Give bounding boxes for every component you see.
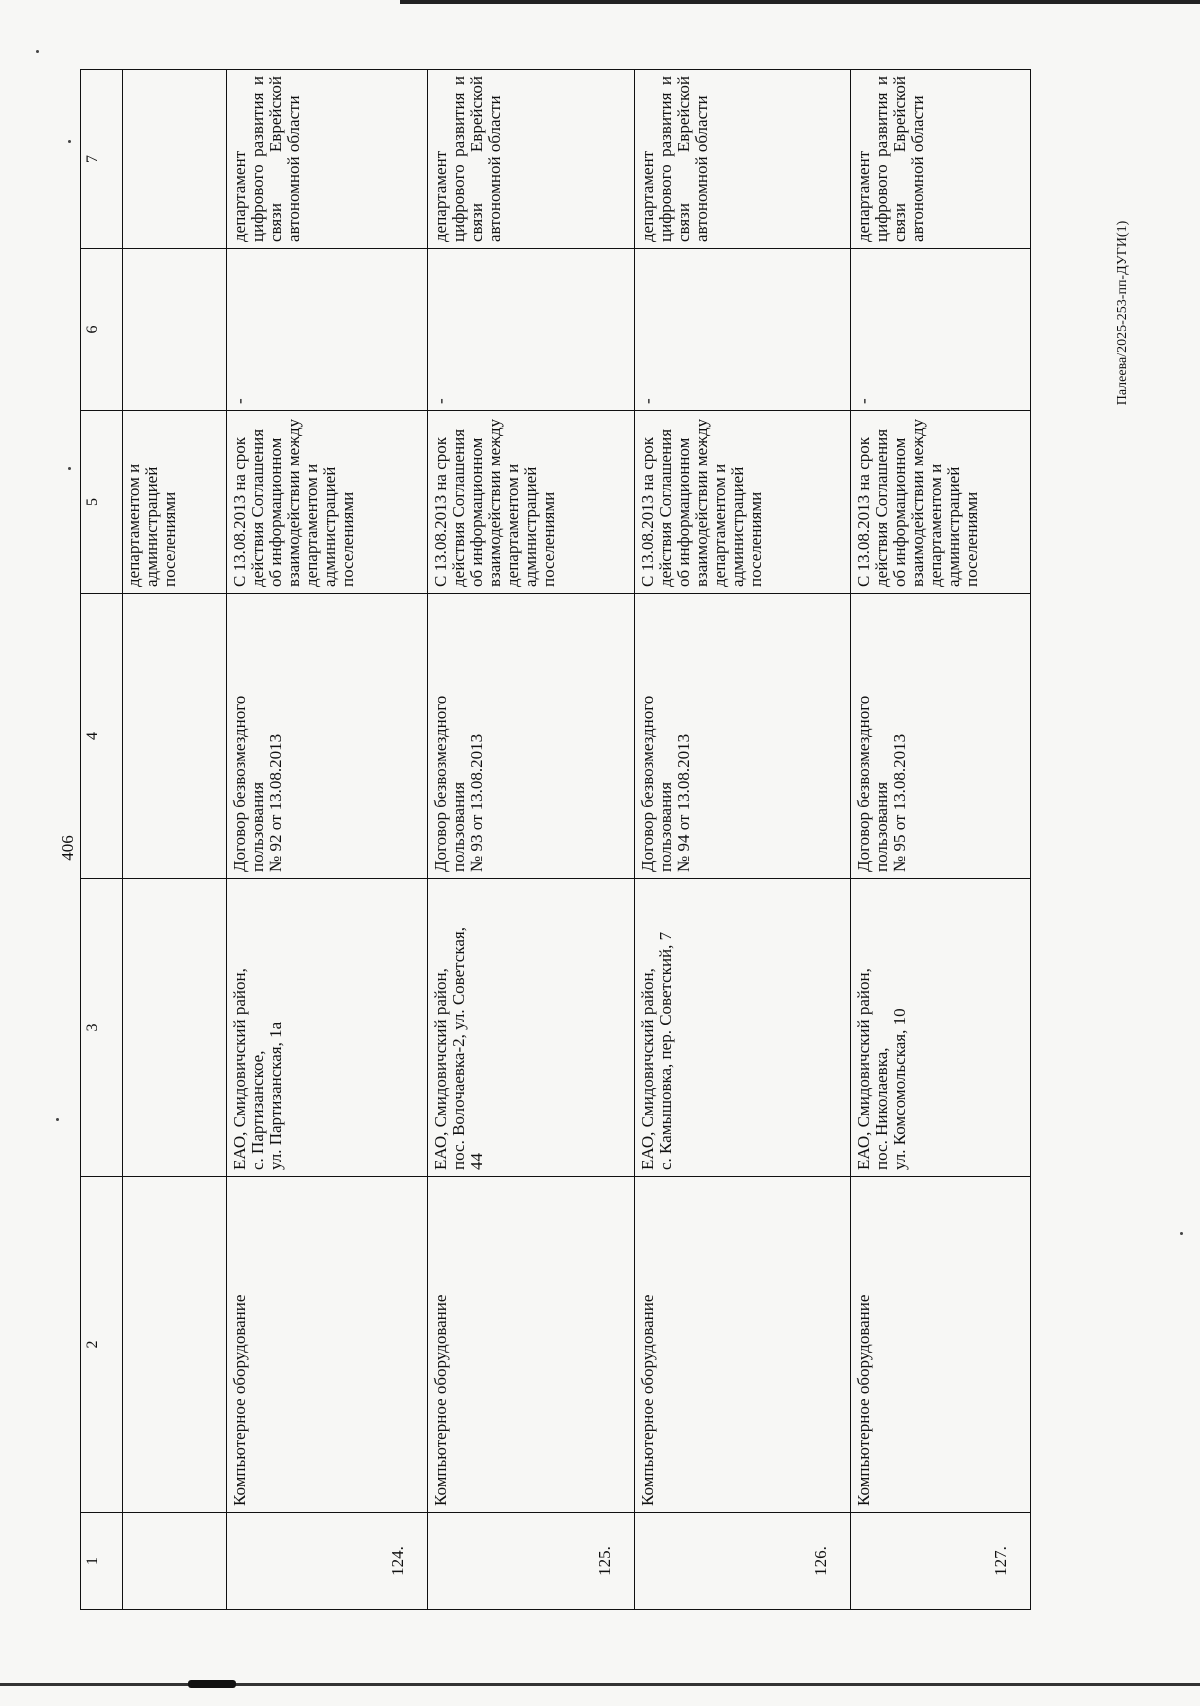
cell-item-name (635, 1177, 851, 1513)
department-text: департамент цифрового развития и связи Еврейской автономной области (854, 76, 927, 242)
address-line: пос. Николаевка, (872, 1047, 891, 1170)
cell-department (851, 70, 1031, 249)
department-text: департамент цифрового развития и связи Еврейской автономной области (230, 76, 303, 242)
department-text: департамент цифрового развития и связи Еврейской автономной области (638, 76, 711, 242)
scan-speck (1180, 1232, 1183, 1235)
cell-contract (635, 594, 851, 879)
column-number-row (81, 70, 123, 1610)
address-line: с. Партизанское, (248, 1050, 267, 1170)
cell-term-continuation: департаментом и администрацией поселениями (123, 411, 227, 594)
cell-row-number (635, 1513, 851, 1610)
cell-dash (227, 249, 428, 411)
address-line: 44 (467, 1153, 486, 1170)
cell-contract (428, 594, 635, 879)
address-line: с. Камышовка, пер. Советский, 7 (656, 931, 675, 1170)
cell-address (227, 879, 428, 1177)
department-text: департамент цифрового развития и связи Еврейской автономной области (431, 76, 504, 242)
cell-department (227, 70, 428, 249)
cell-address (428, 879, 635, 1177)
cell-empty (123, 879, 227, 1177)
contract-first-line (855, 600, 873, 872)
bottom-edge-rule (0, 1683, 1200, 1686)
table-row (851, 70, 1031, 1610)
cell-contract (851, 594, 1031, 879)
contract-first-line (639, 600, 657, 872)
registry-table-rotated (80, 70, 1031, 1610)
table-row (635, 70, 851, 1610)
document-code: Палеева/2025-253-пп-ДУГИ(1) (1115, 220, 1130, 406)
cell-term (227, 411, 428, 594)
cell-address (635, 879, 851, 1177)
table-row (428, 70, 635, 1610)
dash: - (854, 398, 873, 404)
scan-speck (68, 467, 71, 470)
cell-term (428, 411, 635, 594)
cell-empty (123, 594, 227, 879)
cell-department (428, 70, 635, 249)
dash: - (638, 398, 657, 404)
scan-speck (68, 140, 71, 143)
table-row (227, 70, 428, 1610)
item-name: Компьютерное оборудование (854, 1294, 873, 1506)
cell-term (851, 411, 1031, 594)
term-text: С 13.08.2013 на срок действия Соглашения об информационном взаимодействии между департаментом и администрацией поселениями (431, 418, 558, 587)
contract-line: № 92 от 13.08.2013 (266, 733, 285, 872)
top-edge-rule (400, 0, 1200, 4)
contract-first-line (432, 600, 450, 872)
address-line: ул. Партизанская, 1а (266, 1021, 285, 1170)
address-line: ЕАО, Смидовичский район, (230, 968, 249, 1170)
item-name: Компьютерное оборудование (431, 1294, 450, 1506)
contract-line: Договор безвозмездного (230, 695, 249, 872)
item-name: Компьютерное оборудование (638, 1294, 657, 1506)
cell-term (635, 411, 851, 594)
column-heading: 2 (81, 1177, 123, 1513)
cell-contract (227, 594, 428, 879)
address-line: ул. Комсомольская, 10 (890, 1008, 909, 1170)
cell-dash (851, 249, 1031, 411)
column-heading: 6 (81, 249, 123, 411)
scan-speck (56, 1118, 59, 1121)
contract-line: № 95 от 13.08.2013 (890, 733, 909, 872)
cell-item-name (428, 1177, 635, 1513)
contract-line: № 93 от 13.08.2013 (467, 733, 486, 872)
cell-address (851, 879, 1031, 1177)
cell-row-number (851, 1513, 1031, 1610)
address-line: ЕАО, Смидовичский район, (854, 968, 873, 1170)
cell-empty (123, 70, 227, 249)
cell-department (635, 70, 851, 249)
row-number: 126. (811, 1546, 830, 1576)
contract-line: Договор безвозмездного (638, 695, 657, 872)
term-text: С 13.08.2013 на срок действия Соглашения об информационном взаимодействии между департаментом и администрацией поселениями (638, 418, 765, 587)
cell-empty (123, 1513, 227, 1610)
cell-dash (428, 249, 635, 411)
row-number: 125. (595, 1546, 614, 1576)
registry-table (80, 69, 1031, 1610)
contract-line: Договор безвозмездного (431, 695, 450, 872)
dash: - (230, 398, 249, 404)
contract-line: № 94 от 13.08.2013 (674, 733, 693, 872)
scan-speck (36, 50, 39, 53)
term-text: С 13.08.2013 на срок действия Соглашения об информационном взаимодействии между департаментом и администрацией поселениями (854, 418, 981, 587)
continuation-row (123, 70, 227, 1610)
contract-line: Договор безвозмездного (854, 695, 873, 872)
page-number: 406 (58, 835, 77, 861)
address-line: ЕАО, Смидовичский район, (431, 968, 450, 1170)
cell-empty (123, 1177, 227, 1513)
cell-item-name (227, 1177, 428, 1513)
contract-line: пользования (872, 781, 891, 872)
column-heading: 3 (81, 879, 123, 1177)
cell-dash (635, 249, 851, 411)
contract-line: пользования (248, 781, 267, 872)
item-name: Компьютерное оборудование (230, 1294, 249, 1506)
row-number: 124. (388, 1546, 407, 1576)
cell-row-number (428, 1513, 635, 1610)
bottom-edge-mark (188, 1680, 236, 1688)
term-text: С 13.08.2013 на срок действия Соглашения об информационном взаимодействии между департаментом и администрацией поселениями (230, 418, 357, 587)
contract-line: пользования (656, 781, 675, 872)
cell-row-number (227, 1513, 428, 1610)
address-line: пос. Волочаевка-2, ул. Советская, (449, 927, 468, 1170)
row-number: 127. (991, 1546, 1010, 1576)
column-heading: 5 (81, 411, 123, 594)
dash: - (431, 398, 450, 404)
contract-line: пользования (449, 781, 468, 872)
contract-first-line (231, 600, 249, 872)
address-line: ЕАО, Смидовичский район, (638, 968, 657, 1170)
column-heading: 1 (81, 1513, 123, 1610)
cell-item-name (851, 1177, 1031, 1513)
column-heading: 4 (81, 594, 123, 879)
column-heading: 7 (81, 70, 123, 249)
cell-empty (123, 249, 227, 411)
